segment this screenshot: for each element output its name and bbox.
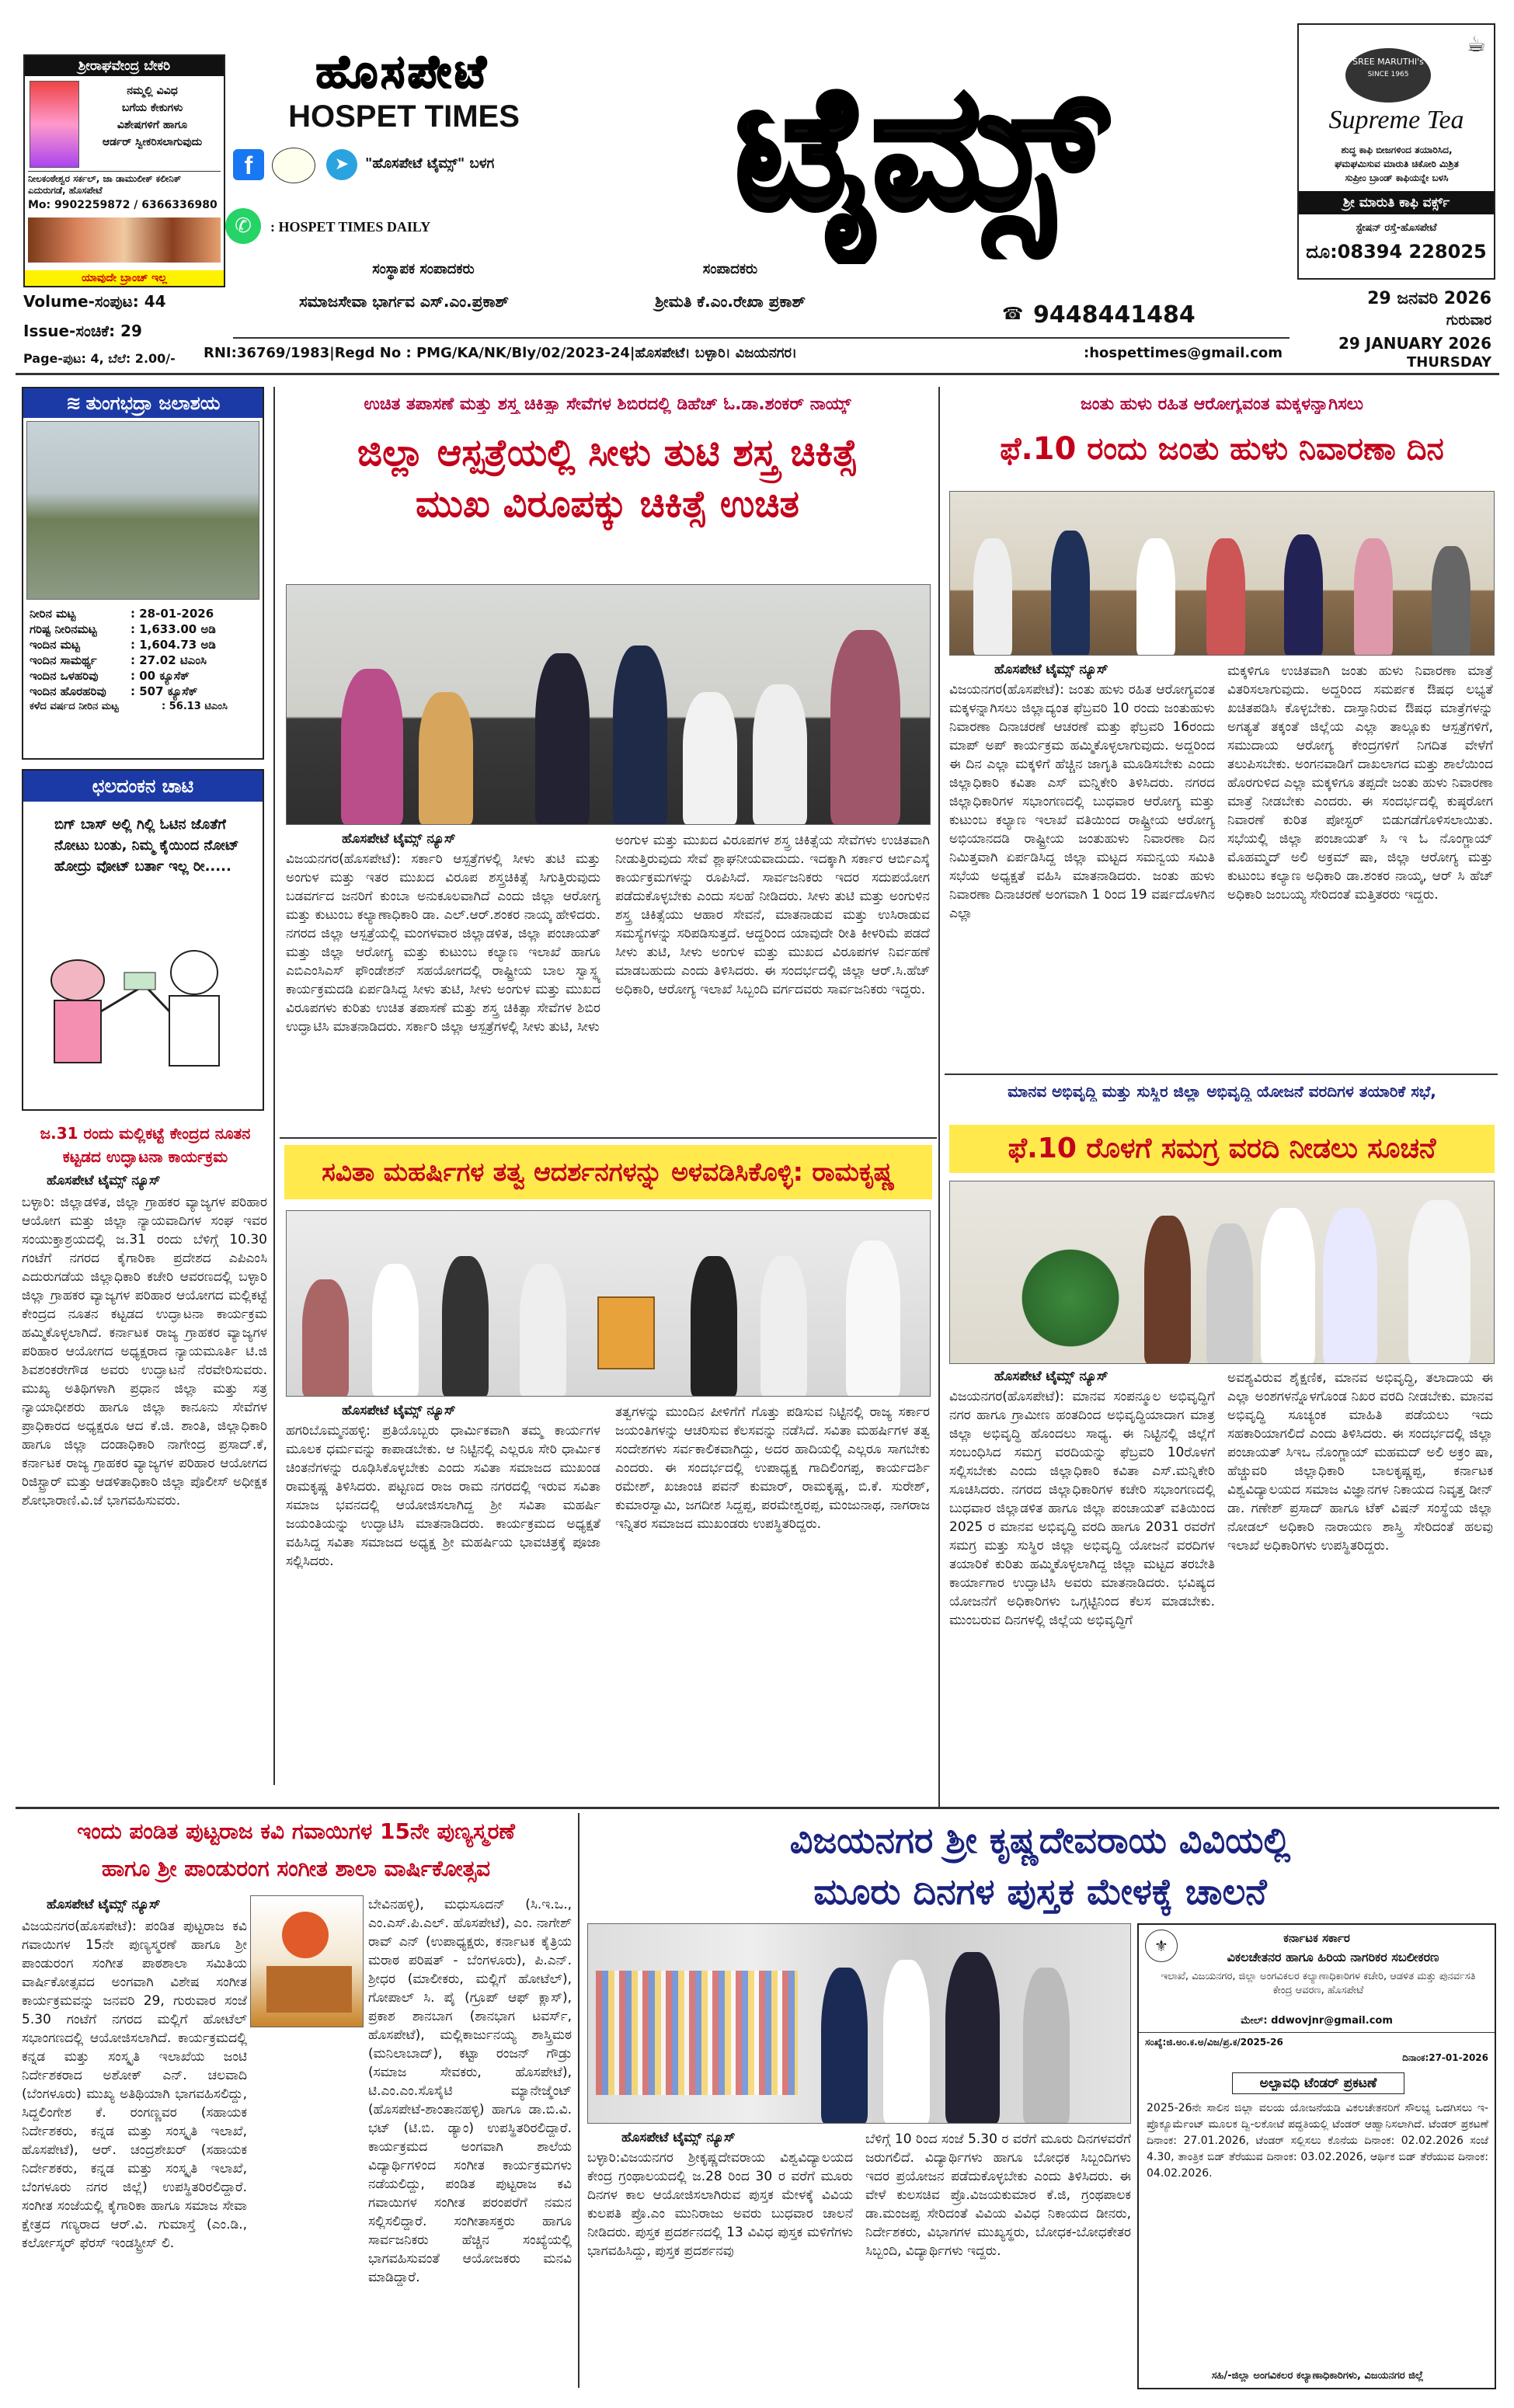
reg-line: RNI:36769/1983|Regd No : PMG/KA/NK/Bly/02/2023-24|ಹೊಸಪೇಟೆ। ಬಳ್ಳಾರಿ। ವಿಜಯನಗರ। [204,345,797,361]
whatsapp-icon[interactable]: ✆ [225,208,261,244]
title-english: HOSPET TIMES [288,99,520,134]
story3-photo [949,1181,1495,1364]
story4-headline: ಸವಿತಾ ಮಹರ್ಷಿಗಳ ತತ್ವ ಆದರ್ಶನಗಳನ್ನು ಅಳವಡಿಸಿಕೊಳ್ಳಿ: ರಾಮಕೃಷ್ಣ [284,1145,932,1199]
water-icon: ≋ [65,392,82,414]
bakery-address: ನೀಲಕಂಠೇಶ್ವರ ಸರ್ಕಲ್, ಜಾ ಡಾಮುಲೀಕ್ ಕಲೀನಿಕ್ ಎದುರುಗಡೆ, ಹೊಸಪೇಟೆ [28,171,221,197]
story3-col2: ಅವಶ್ಯವಿರುವ ಶೈಕ್ಷಣಿಕ, ಮಾನವ ಅಭಿವೃದ್ಧಿ, ತಲಾದಾಯ ಈ ಎಲ್ಲಾ ಅಂಶಗಳನ್ನೊಳಗೊಂಡ ನಿಖರ ವರದಿ ನೀಡಬೇಕು. ಮಾನವ ಅಭಿವೃದ್ಧಿ ಸೂಚ್ಯಂಕ ಮಾಹಿತಿ ಪಡೆಯಲು ಇದು ಸಹಕಾರಿಯಾಗಲಿದೆ ಎಂದು ತಿಳಿಸಿದರು. ಈ ಸಂದರ್ಭದಲ್ಲಿ ಜಿಲ್ಲಾ ಪಂಚಾಯತ್ ಸಿಇಒ ನೊಂಗ್ಜಾಯ್ ಮಹಮದ್ ಅಲಿ ಅಕ್ರಂ ಷಾ, ಹೆಚ್ಚುವರಿ ಜಿಲ್ಲಾಧಿಕಾರಿ ಬಾಲಕೃಷ್ಣಪ್ಪ, ಕರ್ನಾಟಕ ವಿಶ್ವವಿದ್ಯಾಲಯದ ಸಮಾಜ ವಿಜ್ಞಾನಗಳ ನಿಕಾಯದ ನಿವೃತ್ತ ಡೀನ್ ಡಾ. ಗಣೇಶ್ ಪ್ರಸಾದ್ ಹಾಗೂ ಟೆಕ್ ವಿಷನ್ ಸಂಸ್ಥೆಯ ಜಿಲ್ಲಾ ನೋಡಲ್ ಅಧಿಕಾರಿ ನಾರಾಯಣ ಶಾಸ್ತ್ರಿ ಸೇರಿದಂತೆ ಹಲವು ಇಲಾಖೆ ಅಧಿಕಾರಿಗಳು ಉಪಸ್ಥಿತರಿದ್ದರು. [1227,1370,1493,1554]
cartoon-speech: ಬಿಗ್ ಬಾಸ್ ಅಲ್ಲಿ ಗಿಲ್ಲಿ ಓಟಿನ ಜೊತೆಗೆ ನೋಟು ಬಂತು, ನಿಮ್ಮ ಕೈಯಿಂದ ನೋಟ್ ಹೋದ್ರು ವೋಟ್ ಬರ್ತಾ ಇಲ್ಲ ರೀ..... [54,816,239,875]
tea-brand-top: SREE MARUTHI's [1352,57,1424,67]
tender-ref: ಸಂಖ್ಯೆ:ಜಿ.ಅಂ.ಕ.ಅ/ವಿಜ/ಪ್ರ.ಕ/2025-26 [1145,2037,1283,2048]
story6-headline-1: ವಿಜಯನಗರ ಶ್ರೀ ಕೃಷ್ಣದೇವರಾಯ ವಿವಿಯಲ್ಲಿ [789,1819,1291,1861]
bakery-phone: Mo: 9902259872 / 6366336980 [28,199,218,211]
emblem-icon: ⚜ [1145,1930,1178,1962]
bottom-left-rule [578,1813,579,2388]
story2-col2: ಮಕ್ಕಳಿಗೂ ಉಚಿತವಾಗಿ ಜಂತು ಹುಳು ನಿವಾರಣಾ ಮಾತ್ರೆ ವಿತರಿಸಲಾಗುವುದು. ಅದ್ದರಿಂದ ಸಮರ್ಪಕ ಔಷಧ ಲಭ್ಯತೆ ಖಚಿತಪಡಿಸಿ ಕೊಳ್ಳಬೇಕು. ದಾಸ್ತಾನಿರುವ ಔಷಧ ಮಾತ್ರೆಗಳನ್ನು ಅಗತ್ಯತೆ ತಕ್ಕಂತೆ ಜಿಲ್ಲೆಯ ಎಲ್ಲಾ ತಾಲ್ಲೂಕು ಆಸ್ಪತ್ರೆಗಳಿಗೆ, ಸಮುದಾಯ ಆರೋಗ್ಯ ಕೇಂದ್ರಗಳಿಗೆ ನಿಗದಿತ ವೇಳೆಗೆ ತಲುಪಿಸಬೇಕು. ಅಂಗನವಾಡಿಗೆ ದಾಖಲಾಗದ ಮತ್ತು ಶಾಲೆಯಿಂದ ಹೊರಗುಳಿದ ಎಲ್ಲಾ ಮಕ್ಕಳಿಗೂ ತಪ್ಪದೇ ಜಂತು ಹುಳು ನಿವಾರಣಾ ಮಾತ್ರೆ ನೀಡಬೇಕು ಎಂದರು. ಈ ಸಂದರ್ಭದಲ್ಲಿ ಕುಷ್ಠರೋಗ ನಿವಾರಣೆ ಕುರಿತ ಪೋಸ್ಟರ್ ಬಿಡುಗಡೆಗೊಳಿಸಲಾಯಿತು. ಸಭೆಯಲ್ಲಿ ಜಿಲ್ಲಾ ಪಂಚಾಯತ್ ಸಿ ಇ ಓ ನೊಂಗ್ಜಾಯ್ ಮೊಹಮ್ಮದ್ ಅಲಿ ಅಕ್ರಮ್ ಷಾ, ಜಿಲ್ಲಾ ಆರೋಗ್ಯ ಮತ್ತು ಕುಟುಂಬ ಕಲ್ಯಾಣ ಅಧಿಕಾರಿ ಡಾ.ಶಂಕರ ನಾಯ್ಕ, ಆರ್ ಸಿ ಹೆಚ್ ಅಧಿಕಾರಿ ಜಂಬಯ್ಯ ಸೇರಿದಂತೆ ಮತ್ತಿತರರು ಇದ್ದರು. [1227,663,1493,903]
story4-byline: ಹೊಸಪೇಟೆ ಟೈಮ್ಸ್ ನ್ಯೂಸ್ [342,1403,456,1418]
tender-body: 2025-26ನೇ ಸಾಲಿನ ಜಿಲ್ಲಾ ವಲಯ ಯೋಜನೆಯಡಿ ವಿಕಲಚೇತನರಿಗೆ ಸೌಲಭ್ಯ ಒದಗಿಸಲು ಇ-ಪ್ರೊಕ್ಯೂರ್ಮೆಂಟ್ ಮೂಲಕ ದ್ವಿ-ಲಕೋಟೆ ಪದ್ಧತಿಯಲ್ಲಿ ಟೆಂಡರ್ ಆಹ್ವಾನಿಸಲಾಗಿದೆ. ಟೆಂಡರ್ ಪ್ರಕಟಣೆ ದಿನಾಂಕ: 27.01.2026, ಟೆಂಡರ್ ಸಲ್ಲಿಸಲು ಕೊನೆಯ ದಿನಾಂಕ: 02.02.2026 ಸಂಜೆ 4.30, ತಾಂತ್ರಿಕ ಬಿಡ್ ತೆರೆಯುವ ದಿನಾಂಕ: 03.02.2026, ಆರ್ಥಿಕ ಬಿಡ್ ತೆರೆಯುವ ದಿನಾಂಕ: 04.02.2026. [1147,2102,1488,2180]
masthead-bottom-rule [16,373,1499,375]
tea-text2: ಘಮಘಮಿಸುವ ಮಾರುತಿ ಚಿಕೋರಿ ಮಿಶ್ರಿತ [1335,158,1459,169]
tender-title: ಅಲ್ಪಾವಧಿ ಟೆಂಡರ್ ಪ್ರಕಟಣೆ [1232,2072,1404,2094]
tender-dept2: ಇಲಾಖೆ, ವಿಜಯನಗರ, ಜಿಲ್ಲಾ ಅಂಗವಿಕಲರ ಕಲ್ಯಾಣಾಧಿಕಾರಿಗಳ ಕಚೇರಿ, ಆಡಳಿತ ಮತ್ತು ಪುನರ್ವಸತಿ ಕೇಂದ್ರ ಆವರಣ, ಹೊಸಪೇಟೆ [1161,1971,1476,1996]
bakery-footer: ಯಾವುದೇ ಬ್ರಾಂಚ್ ಇಲ್ಲ [25,270,224,286]
story5-col1: ವಿಜಯನಗರ(ಹೊಸಪೇಟೆ): ಪಂಡಿತ ಪುಟ್ಟರಾಜ ಕವಿ ಗವಾಯಿಗಳ 15ನೇ ಪುಣ್ಯಸ್ಮರಣೆ ಹಾಗೂ ಶ್ರೀ ಪಾಂಡುರಂಗ ಸಂಗೀತ ಪಾಠಶಾಲಾ ಸಮಿತಿಯ ವಾರ್ಷಿಕೋತ್ಸವದ ಅಂಗವಾಗಿ ವಿಶೇಷ ಸಂಗೀತ ಕಾರ್ಯಕ್ರಮವನ್ನು ಜನವರಿ 29, ಗುರುವಾರ ಸಂಜೆ 5.30 ಗಂಟೆಗೆ ನಗರದ ಮಲ್ಲಿಗೆ ಹೋಟೆಲ್ ಸಭಾಂಗಣದಲ್ಲಿ ಆಯೋಜಿಸಲಾಗಿದೆ. ಕಾರ್ಯಕ್ರಮದಲ್ಲಿ ಕನ್ನಡ ಮತ್ತು ಸಂಸ್ಕೃತಿ ಇಲಾಖೆಯ ಜಂಟಿ ನಿರ್ದೇಶಕರಾದ ಅಶೋಕ್ ಎನ್. ಚಲವಾದಿ (ಬೆಂಗಳೂರು) ಮುಖ್ಯ ಅತಿಥಿಯಾಗಿ ಭಾಗವಹಿಸಲಿದ್ದು, ಸಿದ್ದಲಿಂಗೇಶ ಕೆ. ರಂಗಣ್ಣವರ (ಸಹಾಯಕ ನಿರ್ದೇಶಕರು, ಕನ್ನಡ ಮತ್ತು ಸಂಸ್ಕೃತಿ ಇಲಾಖೆ, ಹೊಸಪೇಟೆ), ಆರ್. ಚಂದ್ರಶೇಖರ್ (ಸಹಾಯಕ ನಿರ್ದೇಶಕರು, ಕನ್ನಡ ಮತ್ತು ಸಂಸ್ಕೃತಿ ಇಲಾಖೆ, ಬೆಂಗಳೂರು ನಗರ ಜಿಲ್ಲೆ) ಉಪಸ್ಥಿತರಿರಲಿದ್ದಾರೆ. ಸಂಗೀತ ಸಂಜೆಯಲ್ಲಿ ಕೈಗಾರಿಕಾ ಹಾಗೂ ಸಮಾಜ ಸೇವಾ ಕ್ಷೇತ್ರದ ಗಣ್ಯರಾದ ಆರ್.ವಿ. ಗುಮಾಸ್ತೆ (ಎಂ.ಡಿ., ಕರ್ಲೋಸ್ಕರ್ ಫೆರಸ್ ಇಂಡಸ್ಟ್ರೀಸ್ ಲಿ. [22,1919,247,2251]
story1-byline: ಹೊಸಪೇಟೆ ಟೈಮ್ಸ್ ನ್ಯೂಸ್ [342,831,456,847]
cartoon-title-band [23,771,263,802]
cartoon-box [22,769,264,1111]
story1-headline-2: ಮುಖ ವಿರೂಪಕ್ಕು ಚಿಕಿತ್ಸೆ ಉಚಿತ [416,482,799,526]
tea-brand: Supreme Tea [1328,106,1464,134]
social-handle: "ಹೊಸಪೇಟೆ ಟೈಮ್ಸ್" ಬಳಗ [365,155,495,172]
bakery-ad-line2: ಬಗೆಯ ಕೇಕುಗಳು [121,102,183,114]
email: :hospettimes@gmail.com [1084,345,1283,361]
left-story-body: ಬಳ್ಳಾರಿ: ಜಿಲ್ಲಾಡಳಿತ, ಜಿಲ್ಲಾ ಗ್ರಾಹಕರ ವ್ಯಾಜ್ಯಗಳ ಪರಿಹಾರ ಆಯೋಗ ಮತ್ತು ಜಿಲ್ಲಾ ನ್ಯಾಯವಾದಿಗಳ ಸಂಘ ಇವರ ಸಂಯುಕ್ತಾಶ್ರಯದಲ್ಲಿ ಜ.31 ರಂದು ಬೆಳಿಗ್ಗೆ 10.30 ಗಂಟೆಗೆ ನಗರದ ಕೈಗಾರಿಕಾ ಪ್ರದೇಶದ ಎಪಿಎಂಸಿ ಎದುರುಗಡೆಯ ಜಿಲ್ಲಾಧಿಕಾರಿ ಕಚೇರಿ ಆವರಣದಲ್ಲಿ ಬಳ್ಳಾರಿ ಜಿಲ್ಲಾ ಗ್ರಾಹಕರ ವ್ಯಾಜ್ಯಗಳ ಪರಿಹಾರ ಆಯೋಗದ ಮಲ್ಲಿಕಟ್ಟೆ ಕೇಂದ್ರದ ನೂತನ ಕಟ್ಟಡದ ಉದ್ಘಾಟನಾ ಕಾರ್ಯಕ್ರಮ ಹಮ್ಮಿಕೊಳ್ಳಲಾಗಿದೆ. ಕರ್ನಾಟಕ ರಾಜ್ಯ ಗ್ರಾಹಕರ ವ್ಯಾಜ್ಯಗಳ ಪರಿಹಾರ ಆಯೋಗದ ಅಧ್ಯಕ್ಷರಾದ ನ್ಯಾಯಮೂರ್ತಿ ಟಿ.ಜಿ ಶಿವಶಂಕರೇಗೌಡ ಅವರು ಉದ್ಘಾಟನೆ ನೆರವೇರಿಸುವರು. ಮುಖ್ಯ ಅತಿಥಿಗಳಾಗಿ ಪ್ರಧಾನ ಜಿಲ್ಲಾ ಮತ್ತು ಸತ್ರ ನ್ಯಾಯಾಧೀಶರು ಹಾಗೂ ಜಿಲ್ಲಾ ಕಾನೂನು ಸೇವೆಗಳ ಪ್ರಾಧಿಕಾರದ ಅಧ್ಯಕ್ಷರೂ ಆದ ಕೆ.ಜಿ. ಶಾಂತಿ, ಜಿಲ್ಲಾಧಿಕಾರಿ ಹಾಗೂ ಜಿಲ್ಲಾ ದಂಡಾಧಿಕಾರಿ ನಾಗೇಂದ್ರ ಪ್ರಸಾದ್.ಕೆ, ಕರ್ನಾಟಕ ರಾಜ್ಯ ಗ್ರಾಹಕರ ವ್ಯಾಜ್ಯಗಳ ಪರಿಹಾರ ಆಯೋಗದ ರಿಜಿಸ್ಟ್ರಾರ್ ಮತ್ತು ಆಡಳಿತಾಧಿಕಾರಿ ಜಿಲ್ಲಾ ಪೊಲೀಸ್ ಅಧೀಕ್ಷಕ ಶೋಭಾರಾಣಿ.ವಿ.ಜೆ ಭಾಗವಹಿಸುವರು. [22,1195,267,1508]
story2-col1: ವಿಜಯನಗರ(ಹೊಸಪೇಟೆ): ಜಂತು ಹುಳು ರಹಿತ ಆರೋಗ್ಯವಂತ ಮಕ್ಕಳನ್ನಾಗಿಸಲು ಜಿಲ್ಲಾದ್ಯಂತ ಫೆಬ್ರವರಿ 10 ರಂದು ಜಂತುಹುಳು ನಿವಾರಣಾ ದಿನಾಚರಣೆ ಆಚರಣೆ ಮತ್ತು ಫೆಬ್ರವರಿ 16ರಂದು ಮಾಪ್ ಅಪ್ ಕಾರ್ಯಕ್ರಮ ಹಮ್ಮಿಕೊಳ್ಳಲಾಗುವುದು. ಅದ್ದರಿಂದ ಈ ದಿನ ಎಲ್ಲಾ ಮಕ್ಕಳಿಗೆ ಹೆಚ್ಚಿನ ಜಾಗೃತಿ ಮೂಡಿಸಬೇಕು ಎಂದು ಜಿಲ್ಲಾಧಿಕಾರಿ ಕವಿತಾ ಎಸ್ ಮನ್ನಿಕೇರಿ ತಿಳಿಸಿದರು. ನಗರದ ಜಿಲ್ಲಾಧಿಕಾರಿಗಳ ಸಭಾಂಗಣದಲ್ಲಿ ಬುಧವಾರ ಆರೋಗ್ಯ ಮತ್ತು ಕುಟುಂಬ ಕಲ್ಯಾಣ ಇಲಾಖೆ ವತಿಯಿಂದ ರಾಷ್ಟ್ರೀಯ ಆರೋಗ್ಯ ಅಭಿಯಾನದಡಿ ರಾಷ್ಟ್ರೀಯ ಜಂತುಹುಳು ನಿವಾರಣಾ ದಿನ ನಿಮಿತ್ತವಾಗಿ ಏರ್ಪಡಿಸಿದ್ದ ಜಿಲ್ಲಾ ಮಟ್ಟದ ಸಮನ್ವಯ ಸಮಿತಿ ಸಭೆಯ ಅಧ್ಯಕ್ಷತೆ ವಹಿಸಿ ಮಾತನಾಡಿದರು. ಜಂತು ಹುಳು ನಿವಾರಣಾ ದಿನಾಚರಣೆ ಅಂಗವಾಗಿ 1 ರಿಂದ 19 ವರ್ಷದೊಳಗಿನ ಎಲ್ಲಾ [949,682,1215,921]
channel-logo [272,148,315,183]
story1-photo [286,584,931,825]
tea-text1: ಶುದ್ಧ ಕಾಫಿ ಬೀಜಗಳಿಂದ ತಯಾರಿಸಿದ, [1341,144,1453,155]
page-price: Page-ಪುಟ: 4, ಬೆಲೆ: 2.00/- [23,351,176,366]
god-image [30,81,79,168]
tender-date: ದಿನಾಂಕ:27-01-2026 [1402,2052,1488,2063]
bakery-ad [23,54,225,287]
dam-row: ಇಂದಿನ ಒಳಹರಿವು : 00 ಕ್ಯೂಸೆಕ್ [30,669,190,683]
left-column-rule [273,387,275,1785]
date-kannada: 29 ಜನವರಿ 2026 [1367,289,1491,308]
story1-kicker: ಉಚಿತ ತಪಾಸಣೆ ಮತ್ತು ಶಸ್ತ್ರ ಚಿಕಿತ್ಸಾ ಸೇವೆಗಳ ಶಿಬಿರದಲ್ಲಿ ಡಿಹೆಚ್ ಓ.ಡಾ.ಶಂಕರ್ ನಾಯ್ಕ್ [364,395,851,414]
day-english: THURSDAY [1407,354,1491,371]
bakery-ad-line1: ನಮ್ಮಲ್ಲಿ ವಿವಿಧ [127,85,178,97]
story5-headline-1: ಇಂದು ಪಂಡಿತ ಪುಟ್ಟರಾಜ ಕವಿ ಗವಾಯಿಗಳ 15ನೇ ಪುಣ್ಯಸ್ಮರಣೆ [77,1818,515,1844]
story1-headline-1: ಜಿಲ್ಲಾ ಆಸ್ಪತ್ರೆಯಲ್ಲಿ ಸೀಳು ತುಟಿ ಶಸ್ತ್ರ ಚಿಕಿತ್ಸೆ [357,431,858,475]
cartoon-drawing [31,926,256,1105]
story6-headline-2: ಮೂರು ದಿನಗಳ ಪುಸ್ತಕ ಮೇಳಕ್ಕೆ ಚಾಲನೆ [813,1870,1267,1912]
tea-since: SINCE 1965 [1367,71,1409,78]
tender-notice [1137,1923,1496,2389]
telegram-icon[interactable]: ➤ [326,149,357,180]
tea-address: ಸ್ಟೇಷನ್ ರಸ್ತೆ-ಹೊಸಪೇಟೆ [1356,222,1437,234]
dam-row: ಇಂದಿನ ಮಟ್ಟ : 1,604.73 ಅಡಿ [30,638,216,652]
dam-box [22,387,264,760]
tea-logo [1345,48,1431,103]
center-right-rule [938,387,940,1808]
cake-image [28,217,221,263]
tea-phone: ದೂ:08394 228025 [1306,241,1487,263]
tea-text3: ಸುಪ್ರೀಂ ಬ್ರಾಂಡ್ ಕಾಫಿಯನ್ನೇ ಬಳಸಿ [1345,172,1449,183]
dam-table [30,606,261,715]
tender-email: ಮೇಲ್: ddwovjnr@gmail.com [1241,2015,1393,2027]
dam-title-band [23,388,263,418]
story2-byline: ಹೊಸಪೇಟೆ ಟೈಮ್ಸ್ ನ್ಯೂಸ್ [994,662,1109,677]
story2-kicker: ಜಂತು ಹುಳು ರಹಿತ ಆರೋಗ್ಯವಂತ ಮಕ್ಕಳನ್ನಾಗಿಸಲು [1080,395,1364,414]
left-story-byline: ಹೊಸಪೇಟೆ ಟೈಮ್ಸ್ ನ್ಯೂಸ್ [47,1173,161,1188]
story5-col2: ಬೇವಿನಹಳ್ಳಿ), ಮಧುಸೂದನ್ (ಸಿ.ಇ.ಒ., ಎಂ.ಎಸ್.ಪಿ.ಎಲ್. ಹೊಸಪೇಟೆ), ಎಂ. ನಾಗೇಶ್ ರಾವ್ ಎನ್ (ಉಪಾಧ್ಯಕ್ಷರು, ಕರ್ನಾಟಕ ಕೈತ್ರಿಯ ಮರಾಠ ಪರಿಷತ್ - ಬೆಂಗಳೂರು), ಪಿ.ಎನ್. ಶ್ರೀಧರ (ಮಾಲೀಕರು, ಮಲ್ಲಿಗೆ ಹೋಟೆಲ್), ಗೋಪಾಲ್ ಸಿ. ಪೈ (ಗ್ರೂಪ್ ಆಫ್ ಕ್ಲಾಸ್), ಪ್ರಕಾಶ ಶಾನಬಾಗ (ಶಾನಭಾಗ ಟವರ್ಸ್, ಹೊಸಪೇಟೆ), ಮಲ್ಲಿಕಾರ್ಜುನಯ್ಯ ಶಾಸ್ತ್ರಿಮಠ (ಮನಿಲಾಬಾದ್), ಕಟ್ಟಾ ರಂಜನ್ ಗೌಡ್ರು (ಸಮಾಜ ಸೇವಕರು, ಹೊಸಪೇಟೆ), ಟಿ.ಎಂ.ಎಂ.ಸೊಸೈಟಿ ಮ್ಯಾನೇಜ್ಮೆಂಟ್ (ಹೊಸಪೇಟೆ-ಶಾಂತಾನಹಳ್ಳಿ) ಹಾಗೂ ಡಾ.ಬಿ.ವಿ. ಭಟ್ (ಟಿ.ಬಿ. ಡ್ಯಾಂ) ಉಪಸ್ಥಿತರಿರಲಿದ್ದಾರೆ. ಕಾರ್ಯಕ್ರಮದ ಅಂಗವಾಗಿ ಶಾಲೆಯ ವಿದ್ಯಾರ್ಥಿಗಳಿಂದ ಸಂಗೀತ ಕಾರ್ಯಕ್ರಮಗಳು ನಡೆಯಲಿದ್ದು, ಪಂಡಿತ ಪುಟ್ಟರಾಜ ಕವಿ ಗವಾಯಿಗಳ ಸಂಗೀತ ಪರಂಪರೆಗೆ ನಮನ ಸಲ್ಲಿಸಲಿದ್ದಾರೆ. ಸಂಗೀತಾಸಕ್ತರು ಹಾಗೂ ಸಾರ್ವಜನಿಕರು ಹೆಚ್ಚಿನ ಸಂಖ್ಯೆಯಲ್ಲಿ ಭಾಗವಹಿಸುವಂತೆ ಆಯೋಜಕರು ಮನವಿ ಮಾಡಿದ್ದಾರೆ. [368,1897,572,2285]
tender-dept1: ವಿಕಲಚೇತನರ ಹಾಗೂ ಹಿರಿಯ ನಾಗರಿಕರ ಸಬಲೀಕರಣ [1227,1950,1439,1964]
story3-kicker: ಮಾನವ ಅಭಿವೃದ್ಧಿ ಮತ್ತು ಸುಸ್ಥಿರ ಜಿಲ್ಲಾ ಅಭಿವೃದ್ಧಿ ಯೋಜನೆ ವರದಿಗಳ ತಯಾರಿಕೆ ಸಭೆ, [1008,1082,1436,1101]
phone-icon: ☎ [1002,304,1024,324]
story5-photo [250,1895,364,2027]
story3-col1: ವಿಜಯನಗರ(ಹೊಸಪೇಟೆ): ಮಾನವ ಸಂಪನ್ಮೂಲ ಅಭಿವೃದ್ಧಿಗೆ ನಗರ ಹಾಗೂ ಗ್ರಾಮೀಣ ಹಂತದಿಂದ ಅಭಿವೃದ್ಧಿಯಾದಾಗ ಮಾತ್ರ ಜಿಲ್ಲಾ ಅಭಿವೃದ್ಧಿ ಹೊಂದಲು ಸಾಧ್ಯ. ಈ ನಿಟ್ಟಿನಲ್ಲಿ ಜಿಲ್ಲೆಗೆ ಸಂಬಂಧಿಸಿದ ಸಮಗ್ರ ವರದಿಯನ್ನು ಫೆಬ್ರವರಿ 10ರೊಳಗೆ ಸಲ್ಲಿಸಬೇಕು ಎಂದು ಜಿಲ್ಲಾಧಿಕಾರಿ ಕವಿತಾ ಎಸ್.ಮನ್ನಿಕೇರಿ ಸೂಚಿಸಿದರು. ನಗರದ ಜಿಲ್ಲಾಧಿಕಾರಿಗಳ ಕಚೇರಿ ಸಭಾಂಗಣದಲ್ಲಿ ಬುಧವಾರ ಜಿಲ್ಲಾಡಳಿತ ಹಾಗೂ ಜಿಲ್ಲಾ ಪಂಚಾಯತ್ ವತಿಯಿಂದ 2025 ರ ಮಾನವ ಅಭಿವೃದ್ಧಿ ವರದಿ ಹಾಗೂ 2031 ರವರೆಗೆ ಸಮಗ್ರ ಮತ್ತು ಸುಸ್ಥಿರ ಜಿಲ್ಲಾ ಅಭಿವೃದ್ಧಿ ಯೋಜನೆ ವರದಿಗಳ ತಯಾರಿಕೆ ಕುರಿತು ಹಮ್ಮಿಕೊಳ್ಳಲಾಗಿದ್ದ ಜಿಲ್ಲಾ ಮಟ್ಟದ ತರಬೇತಿ ಕಾರ್ಯಾಗಾರ ಉದ್ಘಾಟಿಸಿ ಅವರು ಮಾತನಾಡಿದರು. ಭವಿಷ್ಯದ ಯೋಜನೆಗೆ ಅಧಿಕಾರಿಗಳು ಒಗ್ಗಟ್ಟಿನಿಂದ ಕೆಲಸ ಮಾಡಬೇಕು. ಮುಂಬರುವ ದಿನಗಳಲ್ಲಿ ಜಿಲ್ಲೆಯ ಅಭಿವೃದ್ಧಿಗೆ [949,1389,1215,1628]
masthead-rule [233,337,1290,339]
dam-title: ತುಂಗಭದ್ರಾ ಜಲಾಶಯ [85,392,221,414]
masthead-phone: 9448441484 [1033,301,1196,329]
lower-section-rule [16,1807,1499,1809]
dam-row: ಇಂದಿನ ಹೊರಹರಿವು : 507 ಕ್ಯೂಸೆಕ್ [30,684,198,698]
facebook-icon[interactable]: f [233,149,264,180]
title-kannada-small: ಹೊಸಪೇಟೆ [315,45,489,98]
volume: Volume-ಸಂಪುಟ: 44 [23,292,166,311]
bakery-ad-title: ಶ್ರೀರಾಘವೇಂದ್ರ ಬೇಕರಿ [25,56,224,76]
tender-govt: ಕರ್ನಾಟಕ ಸರ್ಕಾರ [1283,1931,1350,1945]
dam-row: ಕಳೆದ ವರ್ಷದ ನೀರಿನ ಮಟ್ಟ : 56.13 ಟಿಎಂಸಿ [30,701,228,712]
story6-photo [587,1923,1131,2124]
story3-headline: ಫೆ.10 ರೊಳಗೆ ಸಮಗ್ರ ವರದಿ ನೀಡಲು ಸೂಚನೆ [949,1125,1495,1173]
story5-byline: ಹೊಸಪೇಟೆ ಟೈಮ್ಸ್ ನ್ಯೂಸ್ [47,1897,161,1912]
issue: Issue-ಸಂಚಿಕೆ: 29 [23,322,142,340]
cartoon-figures [31,926,256,1105]
cartoon-title: ಛಲದಂಕನ ಚಾಟಿ [92,775,194,797]
founder-name: ಸಮಾಜಸೇವಾ ಭಾರ್ಗವ ಎಸ್.ಎಂ.ಪ್ರಕಾಶ್ [299,292,509,311]
story1-col2: ಅಂಗುಳ ಮತ್ತು ಮುಖದ ವಿರೂಪಗಳ ಶಸ್ತ್ರ ಚಿಕಿತ್ಸೆಯ ಸೇವೆಗಳು ಉಚಿತವಾಗಿ ನೀಡುತ್ತಿರುವುದು ಸೇವೆ ಶ್ಲಾಘನೀಯವಾದುದು. ಇದಕ್ಕಾಗಿ ಸರ್ಕಾರ ಆರ್ಬಿಎಸ್ಕೆ ಕಾರ್ಯಕ್ರಮಗಳನ್ನು ರೂಪಿಸಿದೆ. ಸಾರ್ವಜನಿಕರು ಇದರ ಸದುಪಯೋಗ ಪಡೆದುಕೊಳ್ಳಬೇಕು ಎಂದು ಸಲಹೆ ನೀಡಿದರು. ಸೀಳು ತುಟಿ ಮತ್ತು ಅಂಗುಳಿನ ಶಸ್ತ್ರ ಚಿಕಿತ್ಸೆಯು ಆಹಾರ ಸೇವನೆ, ಮಾತನಾಡುವ ಮತ್ತು ಉಸಿರಾಡುವ ಸಮಸ್ಯೆಗಳನ್ನು ಸರಿಪಡಿಸುತ್ತದೆ. ಆದ್ದರಿಂದ ಯಾವುದೇ ರೀತಿ ಕೀಳರಿಮೆ ಪಡದೆ ಸೀಳು ತುಟಿ, ಸೀಳು ಅಂಗುಳ ಮತ್ತು ಮುಖದ ವಿರೂಪಗಳ ನಿರ್ವಹಣೆ ಮಾಡಬಹುದು ಎಂದು ತಿಳಿಸಿದರು. ಈ ಸಂದರ್ಭದಲ್ಲಿ ಜಿಲ್ಲಾ ಆರ್.ಸಿ.ಹೆಚ್ ಅಧಿಕಾರಿ, ಆರೋಗ್ಯ ಇಲಾಖೆ ಸಿಬ್ಬಂದಿ ವರ್ಗದವರು ಸಾರ್ವಜನಿಕರು ಇದ್ದರು. [615,833,930,997]
story5-headline-2: ಹಾಗೂ ಶ್ರೀ ಪಾಂಡುರಂಗ ಸಂಗೀತ ಶಾಲಾ ವಾರ್ಷಿಕೋತ್ಸವ [101,1856,491,1881]
story2-headline: ಫೆ.10 ರಂದು ಜಂತು ಹುಳು ನಿವಾರಣಾ ದಿನ [1000,431,1444,467]
story2-photo [949,491,1495,656]
story4-top-rule [280,1137,937,1139]
left-story-headline: ಜ.31 ರಂದು ಮಲ್ಲಿಕಟ್ಟೆ ಕೇಂದ್ರದ ನೂತನ ಕಟ್ಟಡದ ಉದ್ಘಾಟನಾ ಕಾರ್ಯಕ್ರಮ [40,1124,251,1166]
editor-name: ಶ್ರೀಮತಿ ಕೆ.ಎಂ.ರೇಖಾ ಪ್ರಕಾಶ್ [655,292,806,311]
dam-photo [26,421,259,600]
story4-col1: ಹಗರಿಬೊಮ್ಮನಹಳ್ಳಿ: ಪ್ರತಿಯೊಬ್ಬರು ಧಾರ್ಮಿಕವಾಗಿ ತಮ್ಮ ಕಾರ್ಯಗಳ ಮೂಲಕ ಧರ್ಮವನ್ನು ಕಾಪಾಡಬೇಕು. ಆ ನಿಟ್ಟಿನಲ್ಲಿ ಎಲ್ಲರೂ ಸೇರಿ ಧಾರ್ಮಿಕ ಚಿಂತನೆಗಳನ್ನು ರೂಢಿಸಿಕೊಳ್ಳಬೇಕು ಎಂದು ಸವಿತಾ ಸಮಾಜದ ಮುಖಂಡ ರಾಮಕೃಷ್ಣ ತಿಳಿಸಿದರು. ಪಟ್ಟಣದ ರಾಜ ರಾಮ ನಗರದಲ್ಲಿ ಇರುವ ಸವಿತಾ ಸಮಾಜ ಭವನದಲ್ಲಿ ಆಯೋಜಿಸಲಾಗಿದ್ದ ಶ್ರೀ ಸವಿತಾ ಮಹರ್ಷಿ ಜಯಂತಿಯನ್ನು ಉದ್ಘಾಟಿಸಿ ಮಾತನಾಡಿದರು. ಕಾರ್ಯಕ್ರಮದ ಅಧ್ಯಕ್ಷತೆ ವಹಿಸಿದ್ದ ಸವಿತಾ ಸಮಾಜದ ಅಧ್ಯಕ್ಷ ಶ್ರೀ ಮಹರ್ಷಿಯ ಭಾವಚಿತ್ರಕ್ಕೆ ಪೂಜಾ ಸಲ್ಲಿಸಿದರು. [286,1423,600,1569]
dam-row: ನೀರಿನ ಮಟ್ಟ : 28-01-2026 [30,607,214,621]
tea-cup-icon: ☕ [1466,31,1486,57]
founder-label: ಸಂಸ್ಥಾಪಕ ಸಂಪಾದಕರು [372,261,475,277]
tea-shop: ಶ್ರೀ ಮಾರುತಿ ಕಾಫಿ ವರ್ಕ್ಸ್ [1299,191,1494,214]
dam-row: ಇಂದಿನ ಸಾಮರ್ಥ್ಯ : 27.02 ಟಿಎಂಸಿ [30,653,207,667]
story4-photo [286,1210,931,1397]
story2-bottom-rule [945,1074,1498,1075]
date-english: 29 JANUARY 2026 [1338,334,1491,353]
tender-sign: ಸಹಿ/-ಜಿಲ್ಲಾ ಅಂಗವಿಕಲರ ಕಲ್ಯಾಣಾಧಿಕಾರಿಗಳು, ವಿಜಯನಗರ ಜಿಲ್ಲೆ [1211,2370,1424,2382]
whatsapp-label: : HOSPET TIMES DAILY [270,219,431,235]
story6-byline: ಹೊಸಪೇಟೆ ಟೈಮ್ಸ್ ನ್ಯೂಸ್ [621,2130,736,2145]
dam-row: ಗರಿಷ್ಟ ನೀರಿನಮಟ್ಟ : 1,633.00 ಅಡಿ [30,622,216,636]
day-kannada: ಗುರುವಾರ [1446,312,1491,329]
story3-byline: ಹೊಸಪೇಟೆ ಟೈಮ್ಸ್ ನ್ಯೂಸ್ [994,1369,1109,1384]
tea-ad [1297,23,1495,280]
bakery-ad-line3: ವಿಶೇಷಗಳಿಗೆ ಹಾಗೂ [117,119,188,131]
story4-col2: ತತ್ವಗಳನ್ನು ಮುಂದಿನ ಪೀಳಿಗೆಗೆ ಗೊತ್ತು ಪಡಿಸುವ ನಿಟ್ಟಿನಲ್ಲಿ ರಾಜ್ಯ ಸರ್ಕಾರ ಜಯಂತಿಗಳನ್ನು ಆಚರಿಸುವ ಕೆಲಸವನ್ನು ನಡೆಸಿದೆ. ಸವಿತಾ ಮಹರ್ಷಿಗಳ ತತ್ವ ಸಂದೇಶಗಳು ಸರ್ವಕಾಲಿಕವಾಗಿದ್ದು, ಅದರ ಹಾದಿಯಲ್ಲಿ ಎಲ್ಲರೂ ಸಾಗಬೇಕು ಎಂದರು. ಈ ಸಂದರ್ಭದಲ್ಲಿ ಉಪಾಧ್ಯಕ್ಷ ಗಾದಿಲಿಂಗಪ್ಪ, ಕಾರ್ಯದರ್ಶಿ ರಮೇಶ್, ಖಜಾಂಚಿ ಪವನ್ ಕುಮಾರ್, ರಾಮಕೃಷ್ಣ, ಬಿ.ಕೆ. ಸುರೇಶ್, ಕುಮಾರಸ್ವಾಮಿ, ಜಗದೀಶ ಸಿದ್ದಪ್ಪ, ಪರಮೇಶ್ವರಪ್ಪ, ಮಂಜುನಾಥ, ನಾಗರಾಜ ಇನ್ನಿತರ ಸಮಾಜದ ಮುಖಂಡರು ಉಪಸ್ಥಿತರಿದ್ದರು. [615,1404,930,1532]
story6-col2: ಬೆಳಿಗ್ಗೆ 10 ರಿಂದ ಸಂಜೆ 5.30 ರ ವರೆಗೆ ಮೂರು ದಿನಗಳವರೆಗೆ ಜರುಗಲಿದೆ. ವಿದ್ಯಾರ್ಥಿಗಳು ಹಾಗೂ ಬೋಧಕ ಸಿಬ್ಬಂದಿಗಳು ಇದರ ಪ್ರಯೋಜನ ಪಡೆದುಕೊಳ್ಳಬೇಕು ಎಂದು ತಿಳಿಸಿದರು. ಈ ವೇಳೆ ಕುಲಸಚಿವ ಪ್ರೊ.ವಿಜಯಕುಮಾರ ಕೆ.ಜಿ, ಗ್ರಂಥಪಾಲಕ ಡಾ.ಮಂಜಪ್ಪ ಸೇರಿದಂತೆ ವಿವಿಯ ವಿವಿಧ ನಿಕಾಯದ ಡೀನರು, ನಿರ್ದೇಶಕರು, ವಿಭಾಗಗಳ ಮುಖ್ಯಸ್ಥರು, ಬೋಧಕ-ಬೋಧಕೇತರ ಸಿಬ್ಬಂದಿ, ವಿದ್ಯಾರ್ಥಿಗಳು ಇದ್ದರು. [865,2131,1131,2259]
editor-label: ಸಂಪಾದಕರು [702,261,758,277]
story1-col1: ವಿಜಯನಗರ(ಹೊಸಪೇಟೆ): ಸರ್ಕಾರಿ ಆಸ್ಪತ್ರೆಗಳಲ್ಲಿ ಸೀಳು ತುಟಿ ಮತ್ತು ಅಂಗುಳ ಮತ್ತು ಇತರ ಮುಖದ ವಿರೂಪ ಶಸ್ತ್ರಚಿಕಿತ್ಸೆ ಸಿಗುತ್ತಿರುವುದು ಬಡವರ್ಗದ ಜನರಿಗೆ ಕುಂಬಾ ಅನುಕೂಲವಾಗಿದೆ ಎಂದು ಜಿಲ್ಲಾ ಆರೋಗ್ಯ ಮತ್ತು ಕುಟುಂಬ ಕಲ್ಯಾಣಾಧಿಕಾರಿ ಡಾ. ಎಲ್.ಆರ್.ಶಂಕರ ನಾಯ್ಕ ಹೇಳಿದರು. ನಗರದ ಜಿಲ್ಲಾ ಆಸ್ಪತ್ರೆಯಲ್ಲಿ ಮಂಗಳವಾರ ಜಿಲ್ಲಾಡಳಿತ, ಜಿಲ್ಲಾ ಪಂಚಾಯತ್ ಮತ್ತು ಜಿಲ್ಲಾ ಆರೋಗ್ಯ ಮತ್ತು ಕುಟುಂಬ ಕಲ್ಯಾಣ ಇಲಾಖೆ ಹಾಗೂ ಎಬಿಎಂಸಿಎಸ್ ಫೌಂಡೇಶನ್ ಸಹಯೋಗದಲ್ಲಿ ರಾಷ್ಟ್ರೀಯ ಬಾಲ ಸ್ವಾಸ್ಥ್ಯ ಕಾರ್ಯಕ್ರಮದಡಿ ಏರ್ಪಡಿಸಿದ್ದ ಸೀಳು ತುಟಿ, ಸೀಳು ಅಂಗುಳ ಮತ್ತು ಮುಖದ ವಿರೂಪಗಳು ಕುರಿತು ಉಚಿತ ತಪಾಸಣೆ ಮತ್ತು ಶಸ್ತ್ರ ಚಿಕಿತ್ಸಾ ಸೇವೆಗಳ ಶಿಬಿರ ಉದ್ಘಾಟಿಸಿ ಮಾತನಾಡಿದರು. ಸರ್ಕಾರಿ ಜಿಲ್ಲಾ ಆಸ್ಪತ್ರೆಗಳಲ್ಲಿ ಸೀಳು ತುಟಿ, ಸೀಳು [286,851,600,1035]
story6-col1: ಬಳ್ಳಾರಿ:ವಿಜಯನಗರ ಶ್ರೀಕೃಷ್ಣದೇವರಾಯ ವಿಶ್ವವಿದ್ಯಾಲಯದ ಕೇಂದ್ರ ಗ್ರಂಥಾಲಯದಲ್ಲಿ ಜ.28 ರಿಂದ 30 ರ ವರೆಗೆ ಮೂರು ದಿನಗಳ ಕಾಲ ಆಯೋಜಿಸಲಾಗಿರುವ ಪುಸ್ತಕ ಮೇಳಕ್ಕೆ ವಿವಿಯ ಕುಲಪತಿ ಪ್ರೊ.ಎಂ ಮುನಿರಾಜು ಅವರು ಬುಧವಾರ ಚಾಲನೆ ನೀಡಿದರು. ಪುಸ್ತಕ ಪ್ರದರ್ಶನದಲ್ಲಿ 13 ವಿವಿಧ ಪುಸ್ತಕ ಮಳಿಗೆಗಳು ಭಾಗವಹಿಸಿದ್ದು, ಪುಸ್ತಕ ಪ್ರದರ್ಶನವು [587,2150,853,2259]
title-kannada-big: ಟೈಮ್ಸ್ [735,48,1106,247]
bakery-ad-line4: ಆರ್ಡರ್ ಸ್ವೀಕರಿಸಲಾಗುವುದು [102,136,203,148]
